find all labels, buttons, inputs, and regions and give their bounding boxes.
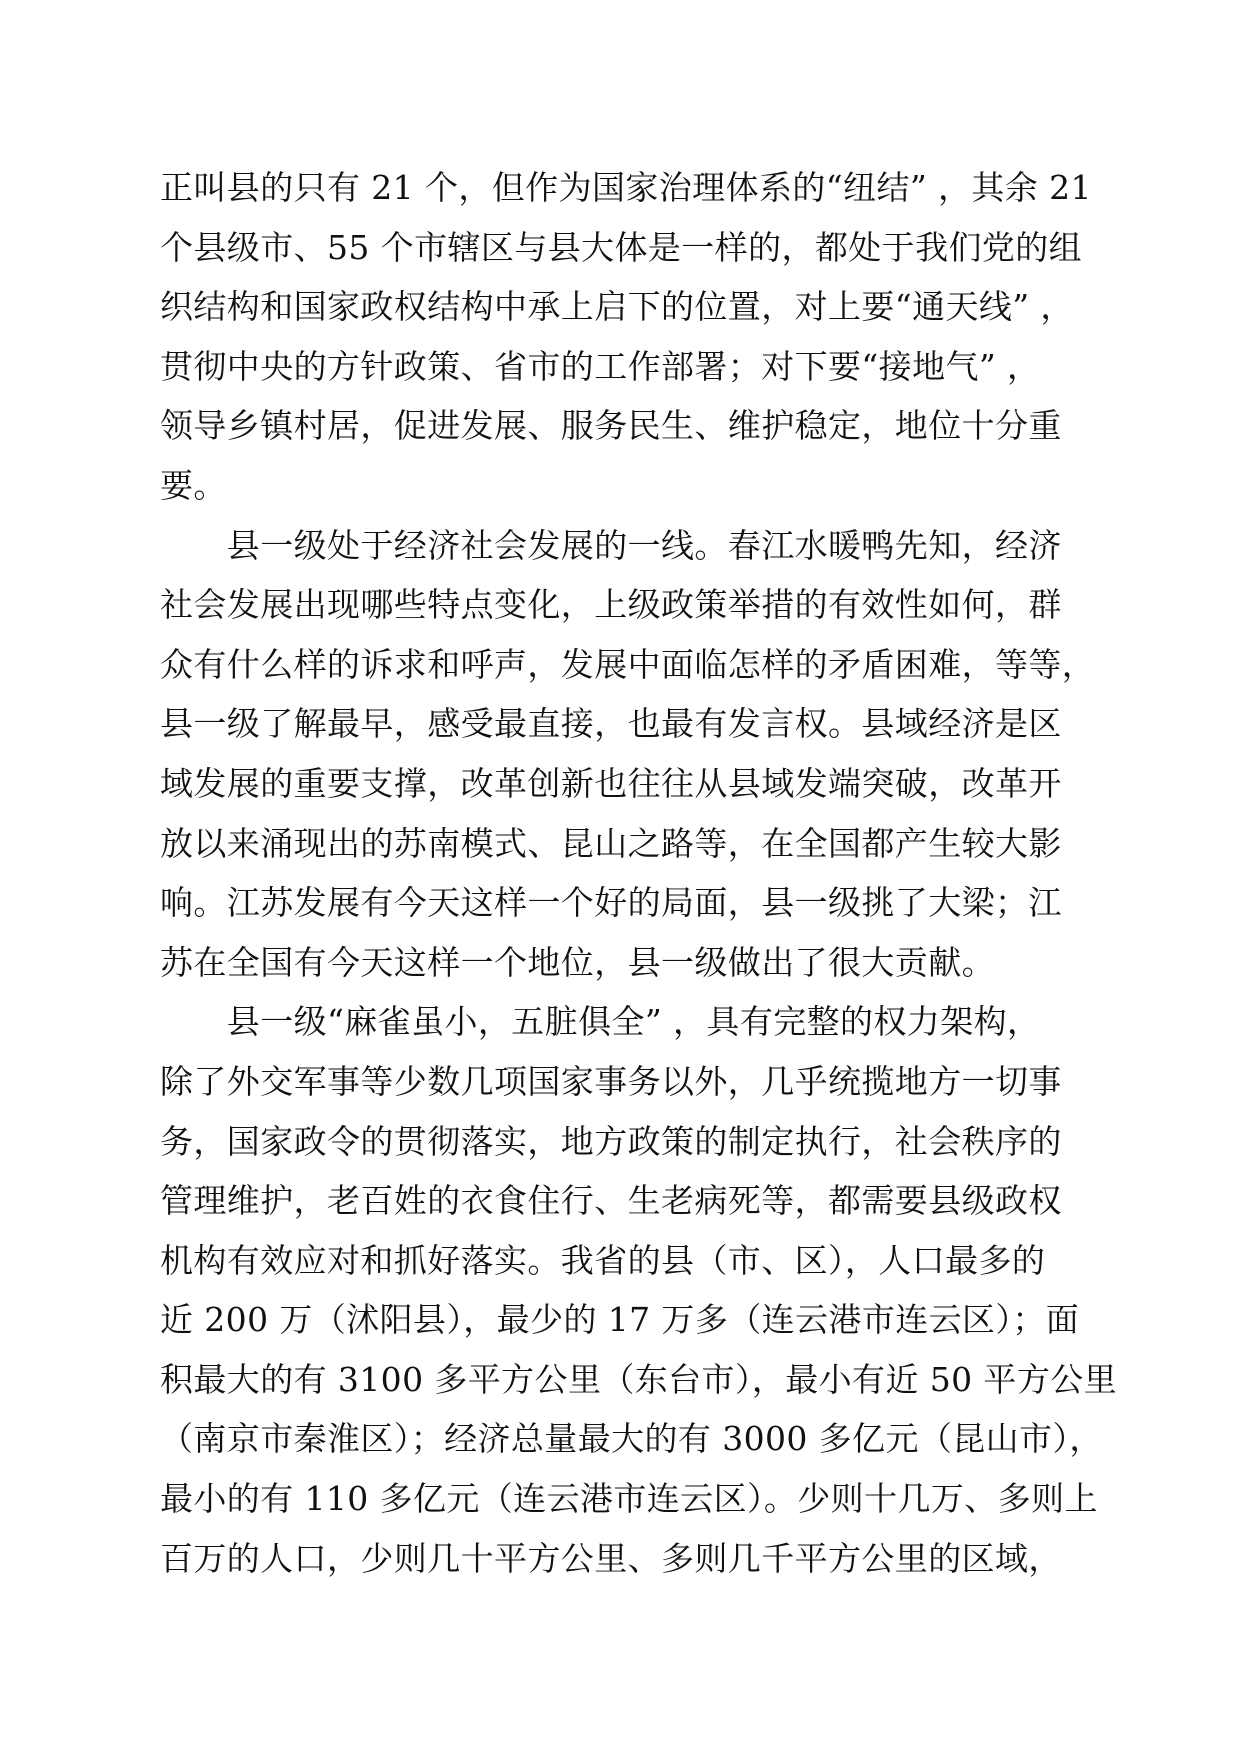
text-line: 域发展的重要支撑，改革创新也往往从县域发端突破，改革开	[160, 763, 1062, 803]
text-line: 积最大的有 3100 多平方公里（东台市），最小有近 50 平方公里	[160, 1359, 1118, 1399]
text-line: 放以来涌现出的苏南模式、昆山之路等，在全国都产生较大影	[160, 823, 1062, 863]
document-body	[160, 158, 1118, 1588]
text-line: 苏在全国有今天这样一个地位，县一级做出了很大贡献。	[160, 942, 995, 982]
text-line: 百万的人口，少则几十平方公里、多则几千平方公里的区域，	[160, 1538, 1062, 1578]
text-line: 众有什么样的诉求和呼声，发展中面临怎样的矛盾困难，等等，	[160, 644, 1096, 684]
text-line: 织结构和国家政权结构中承上启下的位置，对上要“通天线” ，	[160, 287, 1074, 327]
text-line: （南京市秦淮区）；经济总量最大的有 3000 多亿元（昆山市），	[160, 1419, 1103, 1459]
text-line: 个县级市、55 个市辖区与县大体是一样的，都处于我们党的组	[160, 227, 1083, 267]
text-line: 除了外交军事等少数几项国家事务以外，几乎统揽地方一切事	[160, 1061, 1062, 1101]
text-line: 机构有效应对和抓好落实。我省的县（市、区），人口最多的	[160, 1240, 1046, 1280]
text-line: 近 200 万（沭阳县），最少的 17 万多（连云港市连云区）；面	[160, 1300, 1080, 1340]
text-line: 最小的有 110 多亿元（连云港市连云区）。少则十几万、多则上	[160, 1479, 1098, 1519]
text-line: 县一级了解最早，感受最直接，也最有发言权。县域经济是区	[160, 704, 1062, 744]
text-line: 响。江苏发展有今天这样一个好的局面，县一级挑了大梁；江	[160, 883, 1062, 923]
text-line: 要。	[160, 465, 227, 505]
text-line: 贯彻中央的方针政策、省市的工作部署；对下要“接地气” ，	[160, 346, 1041, 386]
text-line: 务，国家政令的贯彻落实，地方政策的制定执行，社会秩序的	[160, 1121, 1062, 1161]
text-line: 社会发展出现哪些特点变化，上级政策举措的有效性如何，群	[160, 585, 1062, 625]
text-line: 正叫县的只有 21 个，但作为国家治理体系的“纽结” ，其余 21	[160, 168, 1092, 207]
text-line: 县一级处于经济社会发展的一线。春江水暖鸭先知，经济	[160, 525, 1062, 565]
text-line: 领导乡镇村居，促进发展、服务民生、维护稳定，地位十分重	[160, 406, 1062, 446]
text-line: 县一级“麻雀虽小，五脏俱全” ，具有完整的权力架构，	[160, 1002, 1041, 1042]
text-line: 管理维护，老百姓的衣食住行、生老病死等，都需要县级政权	[160, 1181, 1062, 1221]
